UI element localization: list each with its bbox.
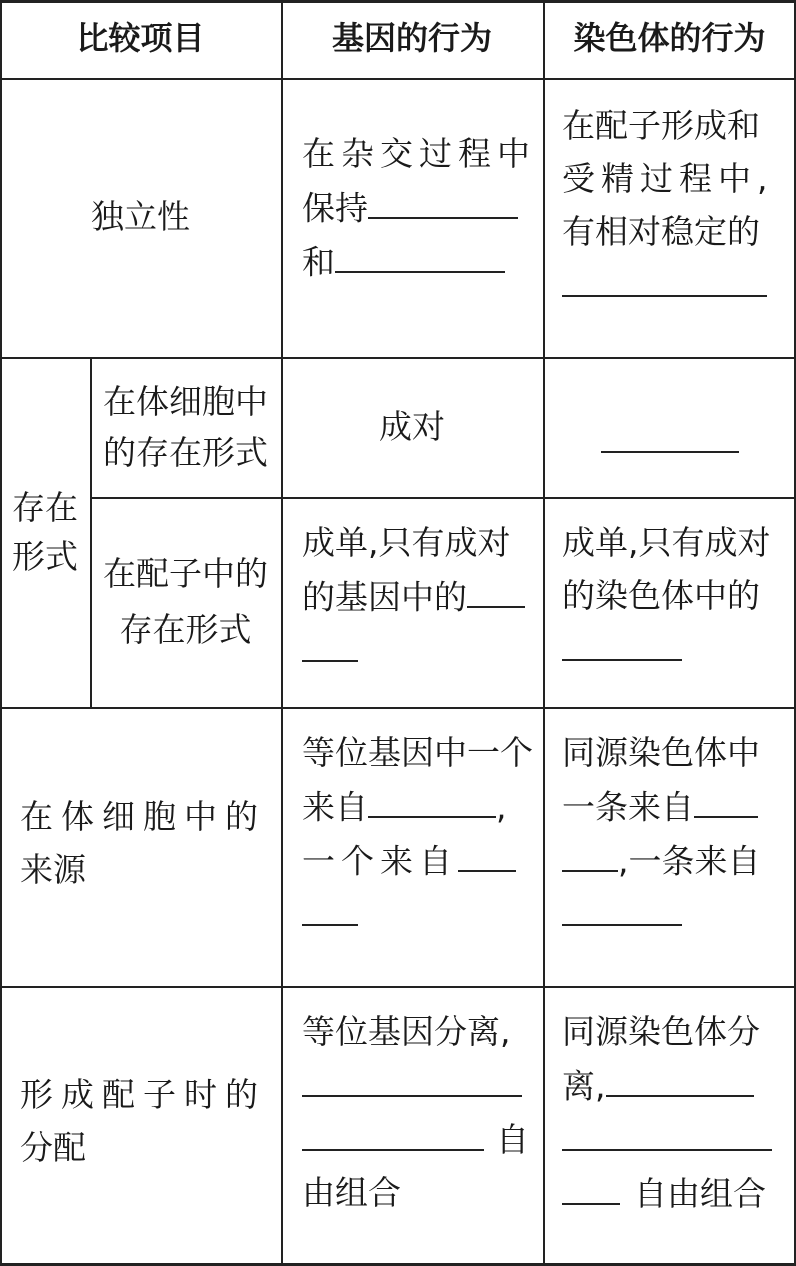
blank-origin-chrom-b (562, 834, 618, 872)
blank-distribution-gene-a (302, 1059, 522, 1097)
blank-origin-gene-b (458, 834, 516, 872)
blank-origin-chrom-a (694, 780, 758, 818)
origin-chrom-cell (562, 727, 792, 942)
gamete-chrom-cell (562, 517, 792, 677)
distribution-chrom-cell (562, 1006, 792, 1221)
gamete-chrom-line2: 的染色体中的 (562, 575, 760, 615)
independence-gene-line3-text: 和 (302, 242, 335, 282)
origin-gene-comma: , (496, 787, 507, 827)
blank-chrom-stable (562, 258, 767, 296)
gamete-gene-line1: 成单,只有成对 (302, 523, 511, 562)
origin-label-line1: 在体细胞中的 (20, 797, 266, 836)
distribution-label-line1: 形成配子时的 (20, 1075, 266, 1114)
header-chromosome-behavior (543, 0, 796, 78)
independence-chrom-line2: 受精过程中, (562, 158, 774, 198)
header-compare-item (0, 0, 281, 78)
blank-gamete-gene-b (302, 624, 358, 662)
blank-origin-gene-a (368, 780, 496, 818)
distribution-gene-line4: 由组合 (302, 1172, 401, 1212)
somatic-chrom-cell (543, 357, 796, 497)
distribution-gene-cell (302, 1006, 538, 1220)
somatic-label-line1: 在体细胞中 (103, 381, 268, 421)
existence-label-cell (0, 357, 90, 707)
gamete-label-line1: 在配子中的 (103, 553, 268, 593)
origin-chrom-line3-text: ,一条来自 (618, 841, 761, 881)
gamete-label-cell (90, 497, 281, 707)
distribution-chrom-line4-text: 自由组合 (634, 1174, 766, 1214)
origin-chrom-line2-text: 一条来自 (562, 787, 694, 827)
blank-gamete-gene-a (467, 570, 525, 608)
independence-label: 独立性 (91, 197, 190, 237)
col1-col2-divider (281, 0, 283, 1266)
somatic-gene-cell (281, 357, 543, 497)
origin-gene-line2-text: 来自 (302, 787, 368, 827)
existence-label-line1: 存在 (12, 487, 78, 527)
independence-chrom-line3: 有相对稳定的 (562, 211, 760, 251)
blank-distribution-chrom-a (606, 1059, 754, 1097)
distribution-chrom-line1: 同源染色体分 (562, 1012, 760, 1051)
distribution-chrom-line2-text: 离, (562, 1066, 606, 1106)
blank-gene-and (335, 235, 505, 273)
independence-chrom-cell (562, 100, 787, 311)
origin-label-cell (20, 790, 275, 897)
gamete-gene-line2-text: 的基因中的 (302, 577, 467, 617)
somatic-label-line2: 的存在形式 (103, 433, 268, 472)
existence-label-line2: 形式 (12, 537, 78, 576)
header-gene-behavior (281, 0, 543, 78)
distribution-gene-line1: 等位基因分离, (302, 1012, 511, 1051)
independence-chrom-line1: 在配子形成和 (562, 106, 760, 145)
somatic-label-cell (90, 357, 281, 497)
header-gene-behavior-text: 基因的行为 (331, 19, 492, 58)
blank-distribution-chrom-c (562, 1167, 620, 1205)
distribution-gene-line3-text: 自 (496, 1120, 529, 1160)
origin-chrom-line1: 同源染色体中 (562, 733, 760, 772)
col2-col3-divider (543, 0, 545, 1266)
row-existence-bottom-border (0, 707, 796, 709)
independence-gene-line2-text: 保持 (302, 188, 368, 228)
origin-label-line2: 来源 (20, 850, 86, 890)
gamete-gene-cell (302, 517, 538, 678)
independence-gene-cell (302, 128, 536, 289)
blank-distribution-gene-b (302, 1113, 484, 1151)
blank-gamete-chrom (562, 623, 682, 661)
row-origin-bottom-border (0, 986, 796, 988)
origin-gene-cell (302, 727, 538, 942)
independence-label-cell (0, 78, 281, 357)
blank-distribution-chrom-b (562, 1113, 772, 1151)
header-compare-item-text: 比较项目 (76, 19, 205, 58)
blank-gene-keep (368, 181, 518, 219)
blank-origin-chrom-c (562, 888, 682, 926)
independence-gene-line1: 在杂交过程中 (302, 134, 536, 173)
distribution-label-cell (20, 1068, 275, 1175)
origin-gene-line3-text: 一个来自 (302, 841, 458, 881)
gamete-label-line2: 存在形式 (119, 610, 252, 649)
header-chromosome-behavior-text: 染色体的行为 (573, 19, 766, 58)
blank-origin-gene-c (302, 888, 358, 926)
origin-gene-line1: 等位基因中一个 (302, 733, 533, 772)
somatic-gene-text: 成对 (379, 406, 445, 446)
gamete-chrom-line1: 成单,只有成对 (562, 523, 771, 562)
blank-somatic-chrom (601, 415, 739, 453)
distribution-label-line2: 分配 (20, 1128, 86, 1168)
